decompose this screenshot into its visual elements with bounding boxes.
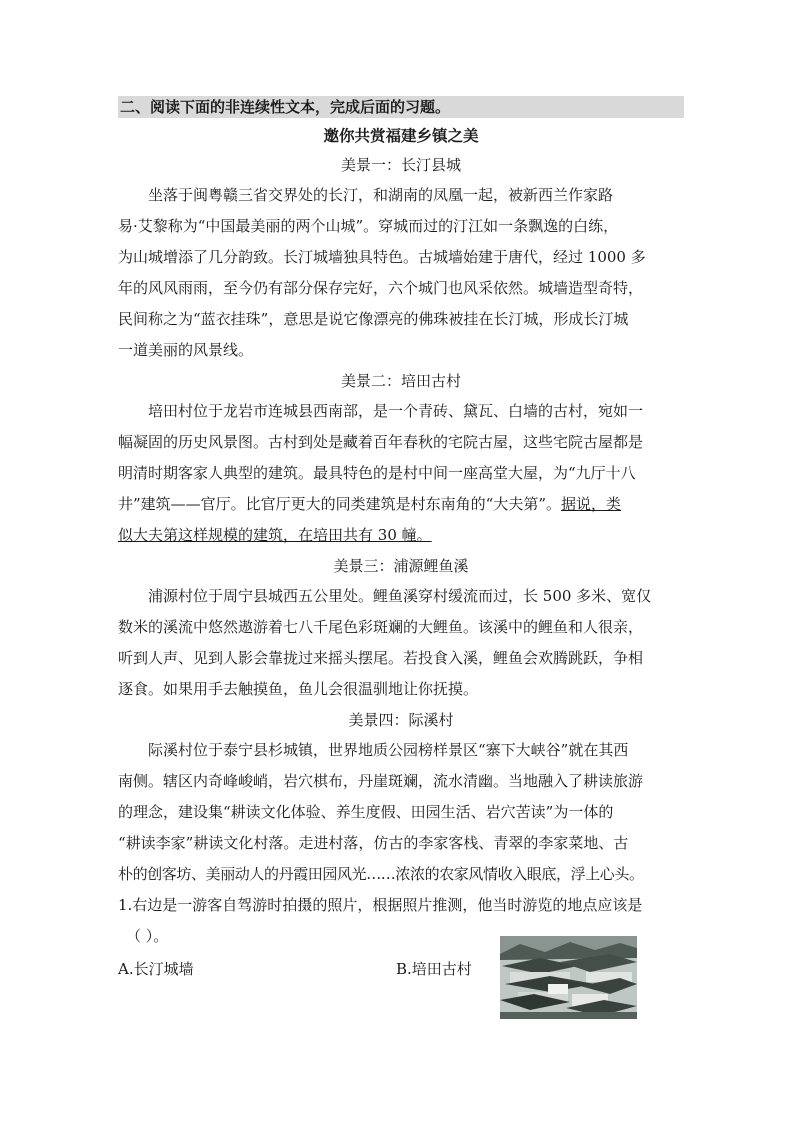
text-line: 为山城增添了几分韵致。长汀城墙独具特色。古城墙始建于唐代，经过 1000 多 [118, 248, 646, 266]
text-line: 数米的溪流中悠然遨游着七八千尾色彩斑斓的大鲤鱼。该溪中的鲤鱼和人很亲， [118, 618, 644, 636]
scene-paragraph [118, 581, 684, 705]
scene-subtitle: 美景二：培田古村 [340, 372, 461, 390]
village-rooftops-photo [500, 936, 637, 1019]
underlined-text: 据说，类 [561, 495, 622, 513]
section-header: 二、阅读下面的非连续性文本，完成后面的习题。 [118, 96, 684, 118]
text-line: 际溪村位于泰宁县杉城镇，世界地质公园榜样景区“寨下大峡谷”就在其西 [148, 741, 629, 759]
text-line: 一道美丽的风景线。 [118, 341, 254, 359]
option-a: A.长汀城墙 [118, 960, 194, 978]
text-line: 易·艾黎称为“中国最美丽的两个山城”。穿城而过的汀江如一条飘逸的白练， [118, 217, 619, 235]
text-line: “耕读李家”耕读文化村落。走进村落，仿古的李家客栈、青翠的李家菜地、古 [118, 834, 629, 852]
text-line: 的理念，建设集“耕读文化体验、养生度假、田园生活、岩穴苦读”为一体的 [118, 803, 614, 821]
text-line: 明清时期客家人典型的建筑。最具特色的是村中间一座高堂大屋，为“九厅十八 [118, 464, 636, 482]
text-line: 年的风风雨雨，至今仍有部分保存完好，六个城门也风采依然。城墙造型奇特， [118, 279, 644, 297]
underlined-text: 似大夫第这样规模的建筑，在培田共有 30 幢。 [118, 526, 432, 544]
scene-paragraph [118, 180, 684, 366]
text-line: 培田村位于龙岩市连城县西南部，是一个青砖、黛瓦、白墙的古村，宛如一 [148, 402, 644, 420]
text-line: 逐食。如果用手去触摸鱼，鱼儿会很温驯地让你抚摸。 [118, 680, 479, 698]
scene-subtitle: 美景一：长汀县城 [340, 156, 461, 174]
worksheet-page [118, 96, 684, 992]
option-b: B.培田古村 [396, 960, 472, 978]
text-line: 朴的创客坊、美丽动人的丹霞田园风光……浓浓的农家风情收入眼底，浮上心头。 [118, 865, 644, 883]
text-line: 听到人声、见到人影会靠拢过来摇头摆尾。若投食入溪，鲤鱼会欢腾跳跃，争相 [118, 649, 644, 667]
scene-subtitle: 美景四：际溪村 [348, 711, 454, 729]
text-line: 幅凝固的历史风景图。古村到处是藏着百年春秋的宅院古屋，这些宅院古屋都是 [118, 433, 644, 451]
answer-blank: （ ）。 [126, 927, 169, 945]
text-line: 浦源村位于周宁县城西五公里处。鲤鱼溪穿村缓流而过，长 500 多米、宽仅 [148, 587, 652, 605]
scene-subtitle: 美景三：浦源鲤鱼溪 [333, 557, 469, 575]
question-text: 1.右边是一游客自驾游时拍摄的照片，根据照片推测，他当时游览的地点应该是 [118, 896, 643, 914]
text-line: 坐落于闽粤赣三省交界处的长汀，和湖南的凤凰一起，被新西兰作家路 [148, 186, 614, 204]
text-line: 南侧。辖区内奇峰峻峭，岩穴棋布，丹崖斑斓，流水清幽。当地融入了耕读旅游 [118, 772, 644, 790]
scene-paragraph [118, 396, 684, 551]
text-line [118, 489, 684, 520]
scene-paragraph [118, 735, 684, 890]
text-line: 民间称之为“蓝衣挂珠”，意思是说它像漂亮的佛珠被挂在长汀城，形成长汀城 [118, 310, 629, 328]
photo-illustration [500, 936, 637, 1019]
text-segment: 井”建筑——官厅。比官厅更大的同类建筑是村东南角的“大夫第”。 [118, 495, 562, 513]
article-title: 邀你共赏福建乡镇之美 [323, 126, 479, 145]
